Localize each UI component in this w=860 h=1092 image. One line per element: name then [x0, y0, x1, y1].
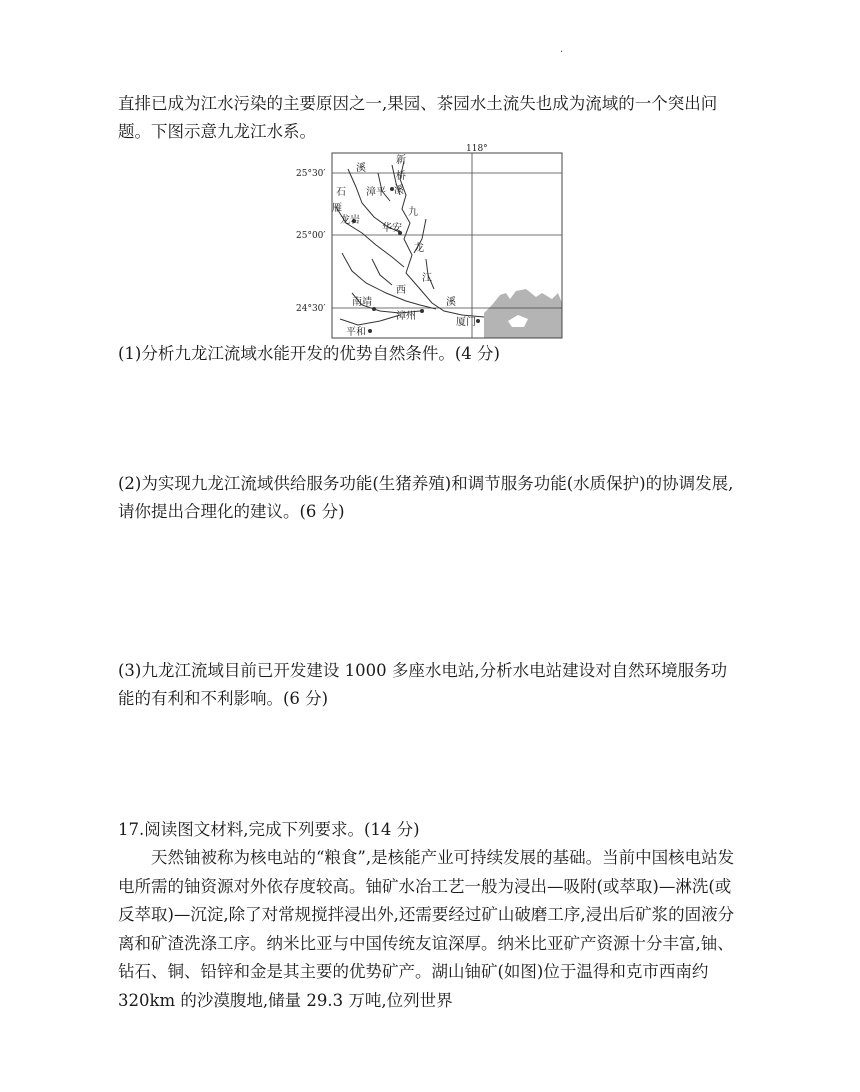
- question-2: (2)为实现九龙江流域供给服务功能(生猪养殖)和调节服务功能(水质保护)的协调发展,请你提出合理化的建议。(6 分): [118, 474, 734, 521]
- label-jiu: 九: [408, 207, 418, 218]
- jiulong-river-map: [296, 143, 568, 343]
- label-nanjing: 南靖: [352, 297, 372, 308]
- label-xi2: 溪: [394, 185, 404, 196]
- lat-label-1: 25°30′: [296, 169, 326, 179]
- q17-body: 天然铀被称为核电站的“粮食”,是核能产业可持续发展的基础。当前中国核电站发电所需的铀资源对外依存度较高。铀矿水冶工艺一般为浸出—吸附(或萃取)—淋洗(或反萃取)—沉淀,除了对常规搅拌浸出外,还需要经过矿山破磨工序,浸出后矿浆的固液分离和矿渣洗涤工序。纳米比亚与中国传统友谊深厚。纳米比亚矿产资源十分丰富,铀、钻石、铜、铅锌和金是其主要的优势矿产。湖山铀矿(如图)位于温得和克市西南约 320km 的沙漠腹地,储量 29.3 万吨,位列世界: [118, 848, 735, 1010]
- label-zhangping: 漳平: [366, 187, 386, 198]
- river-pinghe: [340, 315, 400, 325]
- question-3: (3)九龙江流域目前已开发建设 1000 多座水电站,分析水电站建设对自然环境服务功能的有利和不利影响。(6 分): [118, 661, 728, 708]
- label-yan: 雁: [332, 203, 342, 214]
- label-xi: 溪: [356, 163, 366, 174]
- label-huaan: 华安: [382, 223, 402, 234]
- label-xin: 新: [396, 155, 406, 166]
- label-long: 龙: [414, 243, 424, 254]
- page-marker: .: [560, 44, 564, 55]
- dot-pinghe: [368, 329, 372, 333]
- label-xi4: 溪: [446, 297, 456, 308]
- river-main: [400, 161, 484, 317]
- label-shi: 石: [336, 187, 346, 198]
- dot-xiamen: [476, 319, 480, 323]
- lon-label: 118°: [466, 144, 488, 154]
- sea-area: [484, 289, 562, 338]
- label-qiao: 桥: [396, 171, 406, 182]
- lat-label-3: 24°30′: [296, 304, 326, 314]
- river-trib-3: [372, 259, 392, 285]
- label-xi3: 西: [396, 285, 406, 296]
- dot-zhangzhou: [420, 309, 424, 313]
- dot-nanjing: [372, 307, 376, 311]
- question-1: (1)分析九龙江流域水能开发的优势自然条件。(4 分): [118, 344, 500, 363]
- label-zhangzhou: 漳州: [396, 311, 416, 322]
- lat-label-2: 25°00′: [296, 231, 326, 241]
- label-xiamen: 厦门: [456, 317, 476, 328]
- intro-paragraph: 直排已成为江水污染的主要原因之一,果园、茶园水土流失也成为流域的一个突出问题。下图示意九龙江水系。: [118, 94, 718, 141]
- q17-title: 17.阅读图文材料,完成下列要求。(14 分): [118, 820, 420, 839]
- label-jiang: 江: [422, 273, 432, 284]
- label-pinghe: 平和: [346, 327, 366, 338]
- label-longyan: 龙岩: [340, 215, 360, 226]
